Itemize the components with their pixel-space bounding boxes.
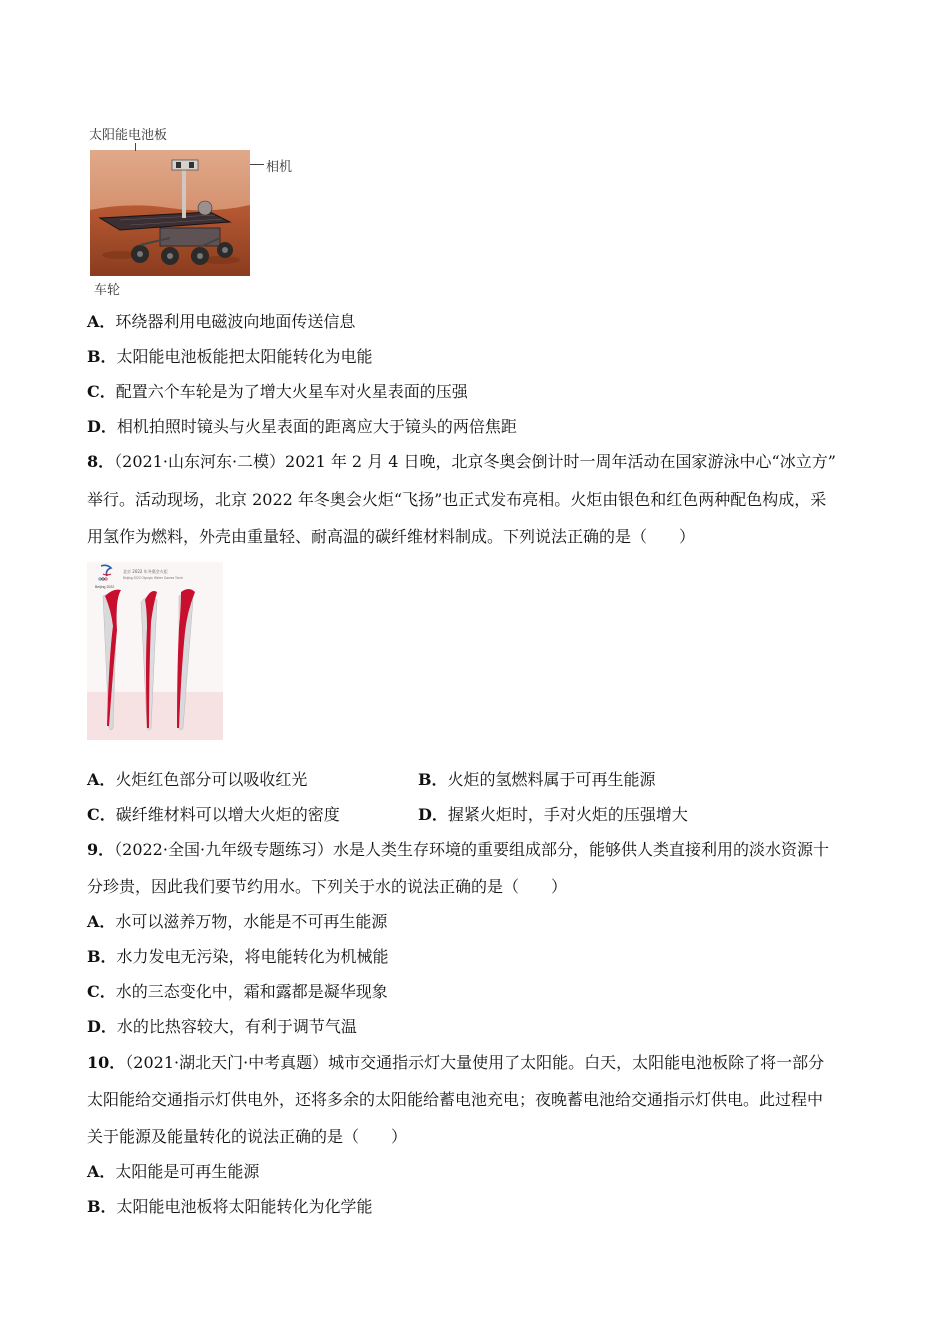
q8-stem-line-2: 举行。活动现场，北京 2022 年冬奥会火炬“飞扬”也正式发布亮相。火炬由银色和红色两种配色构成，采 <box>87 490 827 509</box>
q7-option-c: C．配置六个车轮是为了增大火星车对火星表面的压强 <box>87 382 468 401</box>
label-solar-panel: 太阳能电池板 <box>89 128 168 143</box>
label-camera: 相机 <box>266 160 293 175</box>
q8-option-d: D．握紧火炬时，手对火炬的压强增大 <box>418 805 688 824</box>
q10-stem-line-1: 10．（2021·湖北天门·中考真题）城市交通指示灯大量使用了太阳能。白天，太阳能电池板除了将一部分 <box>87 1053 825 1072</box>
torch-figure-subtitle: Beijing 2022 Olympic Winter Games Torch <box>123 576 183 580</box>
q9-option-a: A．水可以滋养万物，水能是不可再生能源 <box>87 912 388 931</box>
q9-stem-line-1: 9．（2022·全国·九年级专题练习）水是人类生存环境的重要组成部分，能够供人类直接利用的淡水资源十 <box>87 840 830 859</box>
q7-option-a: A．环绕器利用电磁波向地面传送信息 <box>87 312 356 331</box>
q8-option-a: A．火炬红色部分可以吸收红光 <box>87 770 308 789</box>
torch-logo-text: Beijing 2022 <box>95 585 115 589</box>
q10-stem-line-2: 太阳能给交通指示灯供电外，还将多余的太阳能给蓄电池充电；夜晚蓄电池给交通指示灯供电。此过程中 <box>87 1090 824 1109</box>
q10-option-a: A．太阳能是可再生能源 <box>87 1162 260 1181</box>
q9-option-b: B．水力发电无污染，将电能转化为机械能 <box>87 947 389 966</box>
olympic-torch-image <box>87 562 223 740</box>
mars-rover-image <box>90 150 250 276</box>
q7-option-d: D．相机拍照时镜头与火星表面的距离应大于镜头的两倍焦距 <box>87 417 517 436</box>
q7-option-b: B．太阳能电池板能把太阳能转化为电能 <box>87 347 373 366</box>
q9-option-c: C．水的三态变化中，霜和露都是凝华现象 <box>87 982 388 1001</box>
q8-stem-line-3: 用氢作为燃料，外壳由重量轻、耐高温的碳纤维材料制成。下列说法正确的是（ ） <box>87 527 696 546</box>
label-wheel: 车轮 <box>94 283 121 298</box>
q10-option-b: B．太阳能电池板将太阳能转化为化学能 <box>87 1197 373 1216</box>
torch-figure-title: 北京 2022 年冬奥会火炬 <box>123 569 168 574</box>
q9-stem-line-2: 分珍贵，因此我们要节约用水。下列关于水的说法正确的是（ ） <box>87 877 568 896</box>
q9-option-d: D．水的比热容较大，有利于调节气温 <box>87 1017 357 1036</box>
q8-option-c: C．碳纤维材料可以增大火炬的密度 <box>87 805 340 824</box>
q8-option-b: B．火炬的氢燃料属于可再生能源 <box>418 770 656 789</box>
q8-stem-line-1: 8．（2021·山东河东·二模）2021 年 2 月 4 日晚，北京冬奥会倒计时一周年活动在国家游泳中心“冰立方” <box>87 452 836 471</box>
q10-stem-line-3: 关于能源及能量转化的说法正确的是（ ） <box>87 1127 408 1146</box>
panel-leader-line <box>135 143 136 151</box>
